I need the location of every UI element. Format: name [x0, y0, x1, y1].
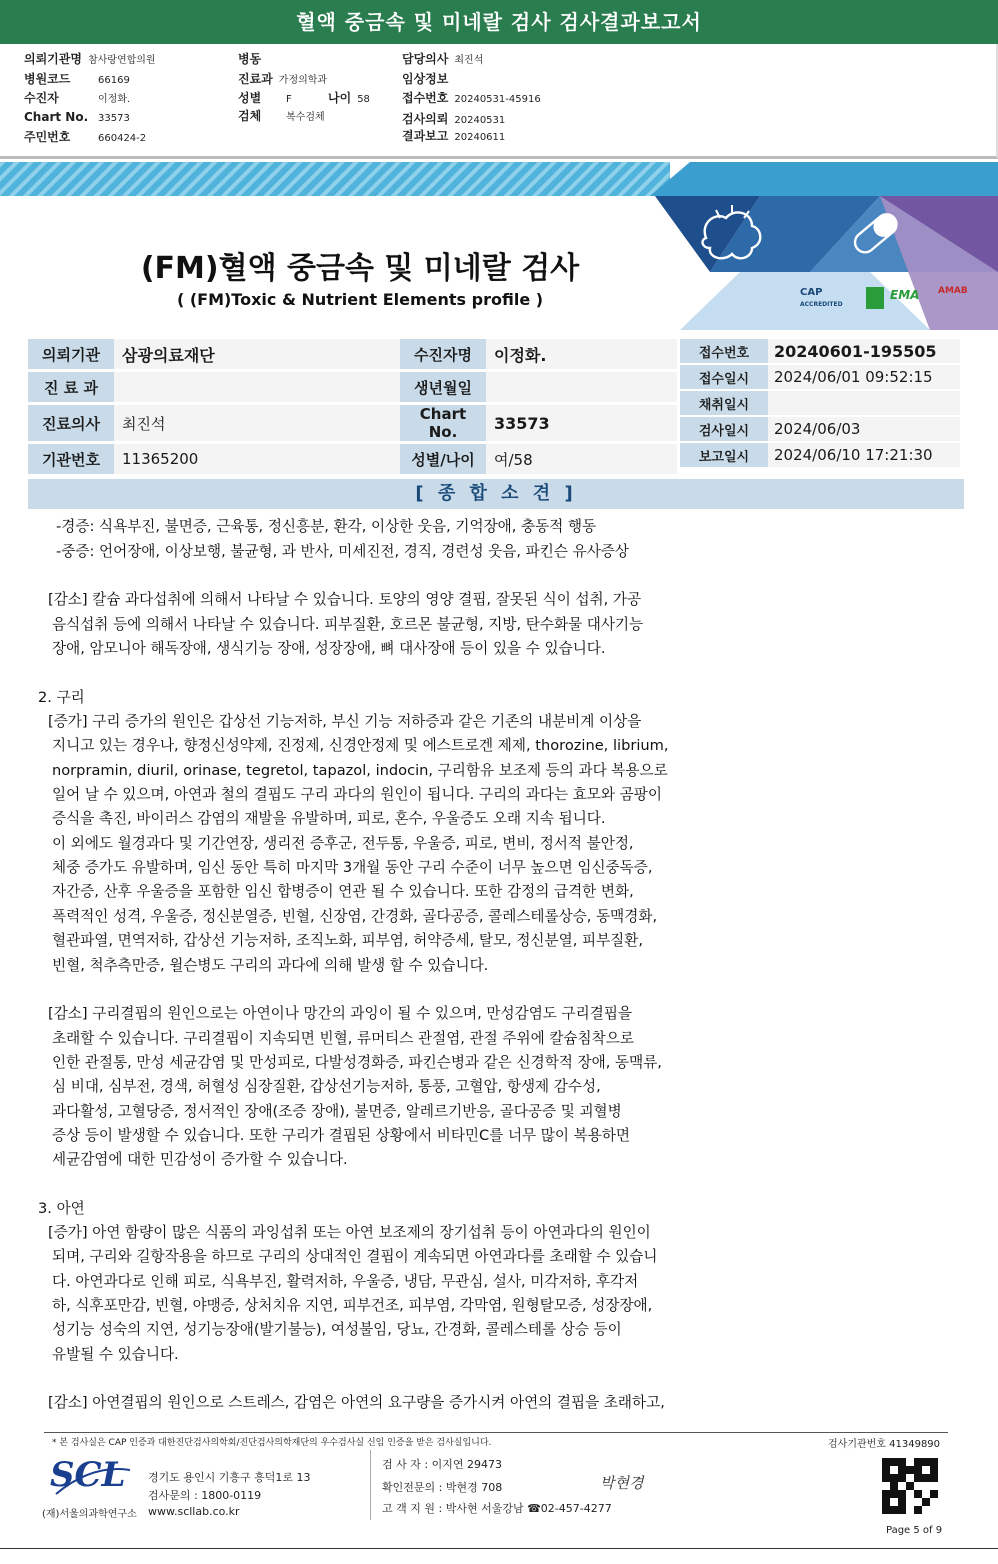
body-line: -경증: 식욕부진, 불면증, 근육통, 정신흥분, 환각, 이상한 웃음, 기억장애, 충동적 행동 [56, 518, 597, 535]
scl-logo: SCL [50, 1455, 126, 1495]
header-age: 나이 58 [328, 91, 370, 105]
label-tested: 검사일시 [680, 417, 768, 443]
header-accession-no: 접수번호 20240531-45916 [402, 91, 541, 105]
header-specimen: 검체 복수검체 [238, 109, 325, 123]
value-department [114, 372, 400, 405]
patient-info-table [28, 339, 677, 477]
header-department: 진료과 가정의학과 [238, 72, 328, 86]
body-line: 인한 관절통, 만성 세균감염 및 만성피로, 다발성경화증, 파킨슨병과 같은 신경학적 장애, 동맥류, [52, 1054, 662, 1071]
value-accession-no: 20240601-195505 [768, 339, 960, 365]
org-name: (재)서울의과학연구소 [42, 1509, 137, 1520]
body-line: 3. 아연 [38, 1200, 85, 1217]
label-sex-age: 성별/나이 [400, 444, 486, 477]
report-title-english: ( (FM)Toxic & Nutrient Elements profile ) [176, 290, 544, 309]
label-collected: 채취일시 [680, 391, 768, 417]
header-resident-no: 주민번호 660424-2 [24, 130, 147, 144]
label-accession-no: 접수번호 [680, 339, 768, 365]
header-test-request: 검사의뢰 20240531 [402, 112, 506, 126]
value-received: 2024/06/01 09:52:15 [768, 365, 960, 391]
value-reported: 2024/06/10 17:21:30 [768, 443, 960, 469]
body-line: 지니고 있는 경우나, 향정신성약제, 진정제, 신경안정제 및 에스트로겐 제제, thorozine, librium, [52, 737, 669, 754]
report-title-bar: 혈액 중금속 및 미네랄 검사 검사결과보고서 [0, 0, 998, 44]
label-birth: 생년월일 [400, 372, 486, 405]
report-title-korean: (FM)혈액 중금속 및 미네랄 검사 [140, 251, 580, 286]
body-line: 일어 날 수 있으며, 아연과 철의 결핍도 구리 과다의 원인이 됩니다. 구리의 과다는 효모와 곰팡이 [52, 786, 662, 803]
footer-confirmer: 확인전문의 : 박현경 708 [382, 1481, 503, 1494]
footer-separator [370, 1450, 371, 1520]
page-number: Page 5 of 9 [886, 1525, 943, 1536]
value-org-no: 11365200 [114, 444, 400, 477]
cap-logo: CAP ACCREDITED [800, 287, 843, 308]
body-line: 세균감염에 대한 민감성이 증가할 수 있습니다. [52, 1151, 348, 1168]
label-chart-no: Chart No. [400, 405, 486, 444]
footer-tester: 검 사 자 : 이지연 29473 [382, 1458, 502, 1471]
summary-heading: [ 종 합 소 견 ] [28, 479, 964, 509]
label-department: 진 료 과 [28, 372, 114, 405]
body-line: 자간증, 산후 우울증을 포함한 임신 합병증이 연관 될 수 있습니다. 또한 감정의 급격한 변화, [52, 883, 634, 900]
reception-info-table [680, 339, 960, 469]
header-clinical-info: 임상정보 [402, 72, 449, 86]
label-org-no: 기관번호 [28, 444, 114, 477]
body-line: 음식섭취 등에 의해서 나타날 수 있습니다. 피부질환, 호르몬 불균형, 지방, 탄수화물 대사기능 [52, 616, 644, 633]
body-line: 혈관파열, 면역저하, 갑상선 기능저하, 조직노화, 피부염, 허약증세, 탈모, 정신분열, 피부질환, [52, 932, 644, 949]
footer-web: www.scllab.co.kr [148, 1505, 240, 1518]
body-line: norpramin, diuril, orinase, tegretol, tapazol, indocin, 구리함유 보조제 등의 과다 복용으로 [52, 762, 668, 779]
body-line: 초래할 수 있습니다. 구리결핍이 지속되면 빈혈, 류머티스 관절염, 관절 주위에 칼슘침착으로 [52, 1030, 634, 1047]
body-line: 다. 아연과다로 인해 피로, 식욕부진, 활력저하, 우울증, 냉담, 무관심, 설사, 미각저하, 후각저 [52, 1273, 639, 1290]
value-institution: 삼광의료재단 [114, 339, 400, 372]
footer-address: 경기도 용인시 기흥구 흥덕1로 13 [148, 1471, 311, 1484]
footer-divider [44, 1432, 948, 1433]
body-line: 2. 구리 [38, 689, 85, 706]
header-chart-no: Chart No. 33573 [24, 110, 130, 124]
body-line: 폭력적인 성격, 우울증, 정신분열증, 빈혈, 신장염, 간경화, 골다공증, 콜레스테롤상승, 동맥경화, [52, 908, 658, 925]
body-line: [감소] 아연결핍의 원인으로 스트레스, 감염은 아연의 요구량을 증가시켜 아연의 결핍을 초래하고, [48, 1394, 665, 1411]
footer-lab-no: 검사기관번호 41349890 [828, 1439, 941, 1450]
body-line: [증가] 아연 함량이 많은 식품의 과잉섭취 또는 아연 보조제의 장기섭취 등이 아연과다의 원인이 [48, 1224, 651, 1241]
bottom-rule [0, 1548, 998, 1549]
body-line: 하, 식후포만감, 빈혈, 야맹증, 상처치유 지연, 피부건조, 피부염, 각막염, 원형탈모증, 성장장애, [52, 1297, 653, 1314]
value-patient-name: 이정화. [486, 339, 677, 372]
body-line: 성기능 성숙의 지연, 성기능장애(발기불능), 여성불임, 당뇨, 간경화, 콜레스테롤 상승 등이 [52, 1321, 622, 1338]
scl-logo-swoosh [52, 1460, 132, 1500]
header-hospital-code: 병원코드 66169 [24, 72, 130, 86]
body-line: 유발될 수 있습니다. [52, 1346, 179, 1363]
footer-notice: * 본 검사실은 CAP 인증과 대한진단검사의학회/진단검사의학재단의 우수검사실 신임 인증을 받은 검사실입니다. [52, 1438, 492, 1448]
body-line: 체중 증가도 유발하며, 임신 동안 특히 마지막 3개월 동안 구리 수준이 너무 높으면 임신중독증, [52, 859, 653, 876]
lm-logo [866, 287, 884, 309]
body-line: 이 외에도 월경과다 및 기간연장, 생리전 증후군, 전두통, 우울증, 피로, 변비, 정서적 불안정, [52, 835, 634, 852]
amab-logo: AMAB [938, 286, 968, 296]
value-tested: 2024/06/03 [768, 417, 960, 443]
body-line: 심 비대, 심부전, 경색, 허혈성 심장질환, 갑상선기능저하, 통풍, 고혈압, 항생제 감수성, [52, 1078, 601, 1095]
body-line: 장애, 암모니아 해독장애, 생식기능 장애, 성장장애, 뼈 대사장애 등이 있을 수 있습니다. [52, 640, 606, 657]
label-patient-name: 수진자명 [400, 339, 486, 372]
body-line: [감소] 구리결핍의 원인으로는 아연이나 망간의 과잉이 될 수 있으며, 만성감염도 구리결핍을 [48, 1005, 633, 1022]
report-header [0, 44, 998, 159]
body-line: 과다활성, 고혈당증, 정서적인 장애(조증 장애), 불면증, 알레르기반응, 골다공증 및 괴혈병 [52, 1103, 622, 1120]
body-line: [감소] 칼슘 과다섭취에 의해서 나타날 수 있습니다. 토양의 영양 결핍, 잘못된 식이 섭취, 가공 [48, 591, 642, 608]
body-line: 되며, 구리와 길항작용을 하므로 구리의 상대적인 결핍이 계속되면 아연과다를 초래할 수 있습니 [52, 1248, 658, 1265]
value-sex-age: 여/58 [486, 444, 677, 477]
body-line: [증가] 구리 증가의 원인은 갑상선 기능저하, 부신 기능 저하증과 같은 기존의 내분비계 이상을 [48, 713, 642, 730]
header-sex: 성별 F [238, 91, 292, 105]
label-doctor: 진료의사 [28, 405, 114, 444]
body-line: 증상 등이 발생할 수 있습니다. 또한 구리가 결핍된 상황에서 비타민C를 너무 많이 복용하면 [52, 1127, 631, 1144]
body-line: -중증: 언어장애, 이상보행, 불균형, 과 반사, 미세진전, 경직, 경련성 웃음, 파킨슨 유사증상 [56, 543, 630, 560]
header-patient: 수진자 이정화. [24, 91, 131, 105]
label-received: 접수일시 [680, 365, 768, 391]
ema-logo: EMA [890, 288, 920, 302]
header-result-report: 결과보고 20240611 [402, 129, 506, 143]
value-collected [768, 391, 960, 417]
value-birth [486, 372, 677, 405]
header-doctor: 담당의사 최진석 [402, 52, 484, 66]
value-doctor: 최진석 [114, 405, 400, 444]
footer-phone: 검사문의 : 1800-0119 [148, 1489, 262, 1502]
body-line: 빈혈, 척추측만증, 윌슨병도 구리의 과다에 의해 발생 할 수 있습니다. [52, 957, 489, 974]
header-requesting-institution: 의뢰기관명 참사랑연합의원 [24, 52, 156, 66]
label-institution: 의뢰기관 [28, 339, 114, 372]
value-chart-no: 33573 [486, 405, 677, 444]
label-reported: 보고일시 [680, 443, 768, 469]
body-line: 증식을 촉진, 바이러스 감염의 재발을 유발하며, 피로, 혼수, 우울증도 오래 지속 됩니다. [52, 810, 606, 827]
qr-code-icon [882, 1458, 938, 1514]
header-ward: 병동 [238, 52, 262, 66]
footer-signature: 박현경 [600, 1474, 644, 1492]
footer-support: 고 객 지 원 : 박사현 서울강남 ☎02-457-4277 [382, 1502, 612, 1515]
